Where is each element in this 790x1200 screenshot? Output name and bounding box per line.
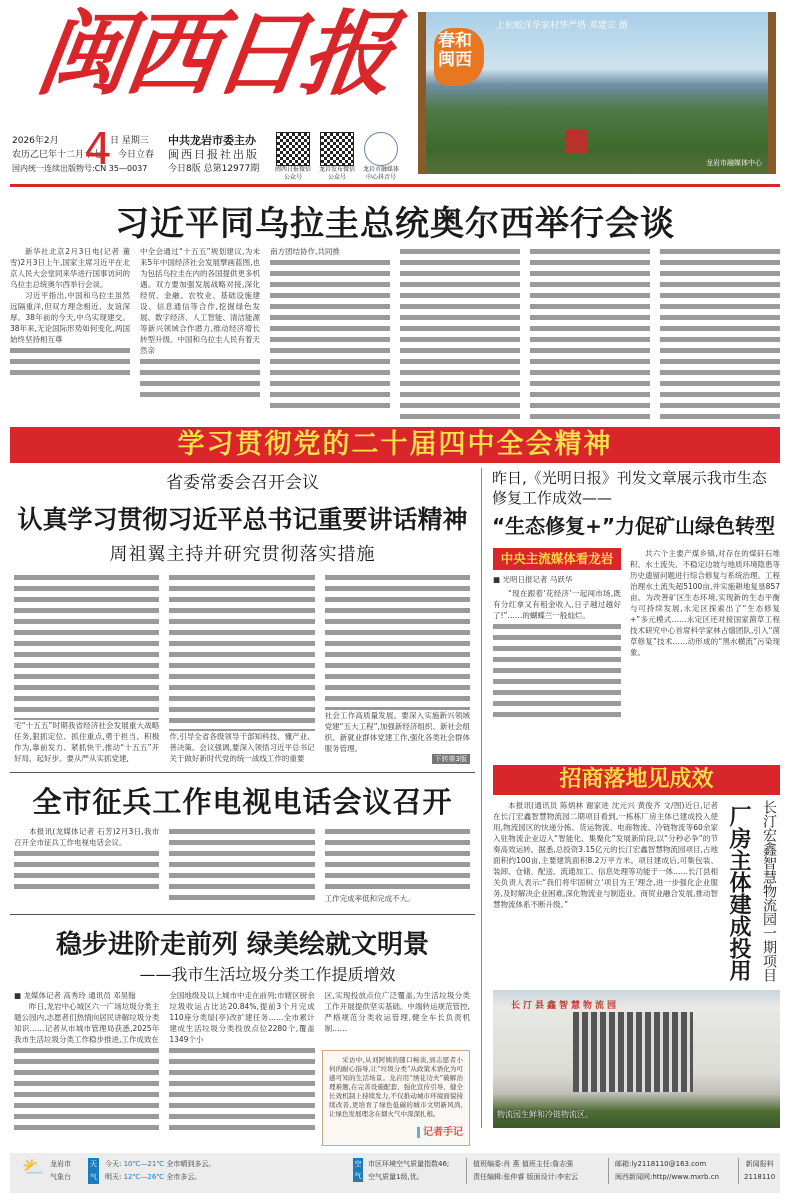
continued-tag[interactable]: 下转第3版 — [432, 754, 470, 764]
story1-para: 作,引导全省各级领导干部知科技、懂产业、善决策。会议强调,要深入领悟习近平总书记关于做好新时代党的统一战线工作的重要 — [169, 732, 315, 763]
story1-col — [14, 572, 159, 764]
header-photo-banner — [418, 12, 776, 174]
weekday-block — [110, 134, 160, 162]
pagoda-image — [566, 130, 588, 154]
hotline — [738, 1158, 775, 1184]
reporter-note-label: 记者手记 — [417, 1127, 463, 1138]
story2-col1 — [493, 588, 621, 720]
label: 明天: — [105, 1173, 122, 1181]
label: 今天: — [105, 1160, 122, 1168]
story3-headline[interactable]: 全市征兵工作电视电话会议召开 — [32, 785, 453, 819]
weather-station — [50, 1158, 74, 1184]
cn-number: 国内统一连续出版物号:CN 35—0037 — [12, 164, 148, 173]
temp: 10℃—21℃ — [123, 1160, 165, 1168]
theme-banner: 学习贯彻党的二十届四中全会精神 — [10, 427, 780, 463]
air-tag: 空气 — [354, 1160, 362, 1180]
story3-para: 本报讯(龙媒体记者 石芳)2月3日,我市召开全市征兵工作电视电话会议。 — [14, 827, 160, 847]
story2-col2 — [630, 548, 780, 658]
air-quality — [368, 1158, 449, 1184]
footer-bar — [10, 1153, 780, 1193]
banner-watermark: 龙岩市融媒体中心 — [706, 159, 762, 167]
media-tag: 中央主流媒体看龙岩 — [493, 548, 621, 570]
story1-col — [325, 572, 470, 764]
qr-code-lyfb[interactable] — [317, 132, 357, 182]
duty-editors — [466, 1158, 578, 1184]
story1-kicker: 省委常委会召开会议 — [166, 473, 319, 493]
story1-col — [169, 572, 314, 764]
qr-caption: 龙岩发布微信公众号 — [318, 166, 355, 181]
building-facade — [573, 1012, 693, 1092]
weather-cloud-sun-icon: ⛅ — [22, 1157, 45, 1178]
story1-subhead: 周祖翼主持并研究贯彻落实措施 — [109, 544, 376, 565]
story5-vertical-kicker: 长汀宏鑫智慧物流园一期项目 — [761, 800, 777, 982]
story1-para: 社会工作高质量发展。要深入实施新兴领域党建“五大工程”,加强新经济组织、新社会组织、新就业群体党建工作,强化各类社会群体服务管理。 — [324, 711, 470, 753]
photo-sign: 长汀县鑫智慧物流园 — [511, 1001, 620, 1011]
story3-col — [325, 826, 470, 904]
sponsor: 中共龙岩市委主办 — [168, 134, 256, 147]
story4-para: 昨日,龙岩中心城区六一广场垃圾分类主题公园内,志愿者们热情向居民讲解垃圾分类知识……记者从市城市管理局获悉,2025年我市生活垃圾分类工作稳步推进,工作成效在 — [14, 1002, 160, 1044]
story3-col — [14, 826, 159, 904]
story1-headline[interactable]: 认真学习贯彻习近平总书记重要讲话精神 — [17, 505, 468, 534]
station-name: 龙岩市气象台 — [50, 1160, 71, 1181]
desc: 全市晴到多云。 — [166, 1160, 216, 1168]
story3-para: 工作完成率低和完成不大。 — [324, 894, 415, 903]
desc: 全市多云。 — [166, 1173, 202, 1181]
lead-body — [10, 246, 780, 422]
seal-logo — [361, 132, 401, 182]
column-divider — [481, 468, 482, 1128]
story4-col — [14, 990, 159, 1130]
logistics-park-photo — [493, 990, 780, 1128]
lead-col — [400, 246, 520, 422]
byline: 光明日报记者 马跃华 — [502, 575, 573, 584]
story3-body — [14, 826, 470, 904]
story4-col — [169, 990, 314, 1130]
story4-para: 区,实现投放点位广泛覆盖,为生活垃圾分类工作开展提供坚实基础。中端转运规范管控,严格规范分类收运管理,健全车长负责机制…… — [324, 991, 470, 1033]
qr-caption: 闽西日报微信公众号 — [274, 166, 311, 181]
story2-kicker: 昨日,《光明日报》刊发文章展示我市生态修复工作成效—— — [492, 469, 767, 507]
lead-para: 中全会通过“十五五”规划建议,为未来5年中国经济社会发展擘画蓝图,也为包括乌拉圭在内的各国提供更多机遇。双方要加强发展战略对接,深化经贸、金融、农牧业、基础设施建设、信息通信等合作,挖掘绿色发展、数字经济、人工智能、清洁能源等新兴领域合作潜力,推动经济增长转型升级。中国和乌拉圭人民有着天然亲 — [140, 247, 260, 355]
lead-para: 新华社北京2月3日电(记者 董雪)2月3日上午,国家主席习近平在北京人民大会堂同来华进行国事访问的乌拉圭总统奥尔西举行会谈。 — [10, 247, 130, 289]
lead-col — [530, 246, 650, 422]
lead-col — [660, 246, 780, 422]
story1-para: 宅“十五五”时期我省经济社会发展重大战略任务,狠抓定位、抓住重点,勇于担当、积极作为,靠前发力、紧抓快干,推动“十五五”开好局、起好步。要从严从实抓党建, — [14, 721, 160, 763]
reporter-note: 采访中,从刘阿姨的随口畅谈,到志愿者小何的耐心指导,让“垃圾分类”从政策术语化为可感可知的生活场景。龙岩用“绣花功夫”破解治理难题,在完善设施配套、强化宣传引导、健全长效机制上持续发力,不仅推动城市环境面貌持续改善,更培育了绿色低碳的城市文明新风尚,让绿色发展理念在烟火气中深深扎根。 — [329, 1056, 463, 1118]
lead-para: 南方团结协作,共同推 — [270, 247, 340, 256]
story4-subhead: ——我市生活垃圾分类工作提质增效 — [139, 965, 396, 984]
lead-col — [140, 246, 260, 422]
divider — [10, 772, 475, 773]
day-number: 4 — [84, 124, 112, 175]
story2-para: “现在跟着‘花经济’一起闯市场,既有分红拿又有租金收入,日子越过越好了!”……的蝴蝶兰一般灿烂。 — [493, 589, 621, 620]
hotline-number[interactable]: 2118110 — [744, 1173, 776, 1181]
story1-body — [14, 572, 470, 764]
publisher-block — [168, 134, 259, 176]
investment-banner: 招商落地见成效 — [493, 765, 780, 795]
duty-director: 值班主任:詹志强 — [521, 1160, 574, 1168]
story2-para: 共六个主要产煤乡镇,对存在的煤矸石堆积、水土流失、不稳定边坡与地质环境隐患等历史遗留问题进行综合修复与系统治理。工程治理水土流失超5100亩,并实施耕地复垦857亩。为改善矿区生态环境,实现新的生态平衡与可持续发展,永定区探索出了“生态修复+”多元模式……永定区还对接国家菌草工程技术研究中心首席科学家林占熺团队,引入“菌草修复”技术……动形成的“黑水横流”污染现象。 — [630, 549, 780, 657]
story4-byline: ■ 龙媒体记者 高秀玲 通讯员 邓昊翰 — [14, 991, 136, 1000]
issue-info: 今日8版 总第12977期 — [168, 164, 260, 174]
forecast — [105, 1158, 215, 1184]
hotline-label: 新闻报料 — [745, 1160, 774, 1168]
aqi-level: 空气质量1级,优。 — [368, 1173, 424, 1181]
date-prefix: 2026年2月 — [12, 136, 59, 146]
story2-byline: ■ 光明日报记者 马跃华 — [493, 575, 573, 584]
photo-caption: 物流园生鲜和冷链物流区。 — [497, 1110, 593, 1119]
email-link[interactable]: 邮箱:ly2118110@163.com — [615, 1160, 707, 1168]
story4-headline[interactable]: 稳步进阶走前列 绿美绘就文明景 — [55, 930, 430, 960]
qr-codes — [273, 132, 401, 182]
newspaper-logo: 闽西日报 — [30, 0, 398, 108]
story5-vertical-headline[interactable]: 厂房主体建成投用 — [726, 805, 751, 981]
byline: 龙媒体记者 高秀玲 通讯员 邓昊翰 — [23, 991, 136, 1000]
contact — [608, 1158, 719, 1184]
story3-col — [169, 826, 314, 904]
layout-designer: 版面设计:李宏云 — [526, 1173, 578, 1181]
qr-caption: 龙岩市融媒体中心抖音号 — [362, 166, 399, 181]
spring-badge: 春和闽西 — [434, 28, 484, 86]
forecast-today — [105, 1158, 215, 1171]
lead-headline[interactable]: 习近平同乌拉圭总统奥尔西举行会谈 — [115, 204, 675, 244]
responsible-editor: 责任编辑:张仲睿 — [473, 1173, 525, 1181]
story4-para: 全国地级及以上城市中走在前列;市辖区厨余垃圾收运占比达20.84%,提前3个月完成110座分类屋(亭)改扩建任务……全市累计建成生活垃圾分类投放点位2280个,覆盖1349个小 — [169, 991, 315, 1044]
aqi: 市区环境空气质量指数46; — [368, 1160, 450, 1168]
masthead-rule — [10, 184, 780, 187]
divider — [10, 914, 475, 915]
banner-caption: 上杭蛟洋华家村华严塔 邓建宗 摄 — [496, 21, 628, 31]
qr-code-mxrb[interactable] — [273, 132, 313, 182]
solar-term: 今日立春 — [118, 150, 155, 160]
lead-col — [10, 246, 130, 422]
reporter-note-box — [322, 1050, 470, 1146]
forecast-tomorrow — [105, 1171, 215, 1184]
temp: 12℃—26℃ — [123, 1173, 165, 1181]
story5-body: 本报讯(通讯员 陈炳林 谢家进 沈元兴 黄俊齐 文/图)近日,记者在长汀宏鑫智慧物流园二期项目看到,一栋栋厂房主体已建成投入使用,物流园区的快递分拣、货运物流、电商物流、冷链物流等60余家入驻物流企业迈入“智能化、集聚化”发展新阶段,以“分秒必争”的节奏高效运转。据悉,总投资3.15亿元的长汀宏鑫智慧物流园项目,占地面积约100亩,主要建筑面积8.2万平方米。项目建成后,可集包装、装卸、仓储、配送、流通加工、信息处理等功能于一体……长汀县相关负责人表示:“我们将牢固树立‘项目为王’理念,进一步强化企业服务,及时解决企业困难,深化物流业与制造业、商贸业融合发展,推动智慧物流体系不断升级。” — [493, 801, 718, 909]
lead-para: 习近平指出,中国和乌拉圭虽然远隔重洋,但双方理念相近、友谊深厚。38年前的今天,中乌实现建交。38年来,无论国际形势如何变化,两国始终坚持相互尊 — [10, 291, 130, 344]
lunar-date: 农历乙巳年十二月十七 — [12, 150, 103, 160]
weather-tag: 天气 — [88, 1158, 99, 1184]
lead-col — [270, 246, 390, 422]
publisher: 闽西日报社出版 — [168, 148, 259, 161]
story2-headline[interactable]: “生态修复+”力促矿山绿色转型 — [492, 514, 776, 538]
weekday: 日 星期三 — [110, 136, 149, 146]
website-link[interactable]: 闽西新闻网:http//www.mxrb.cn — [615, 1173, 719, 1181]
duty-editor: 值班编委:肖 燕 — [473, 1160, 520, 1168]
